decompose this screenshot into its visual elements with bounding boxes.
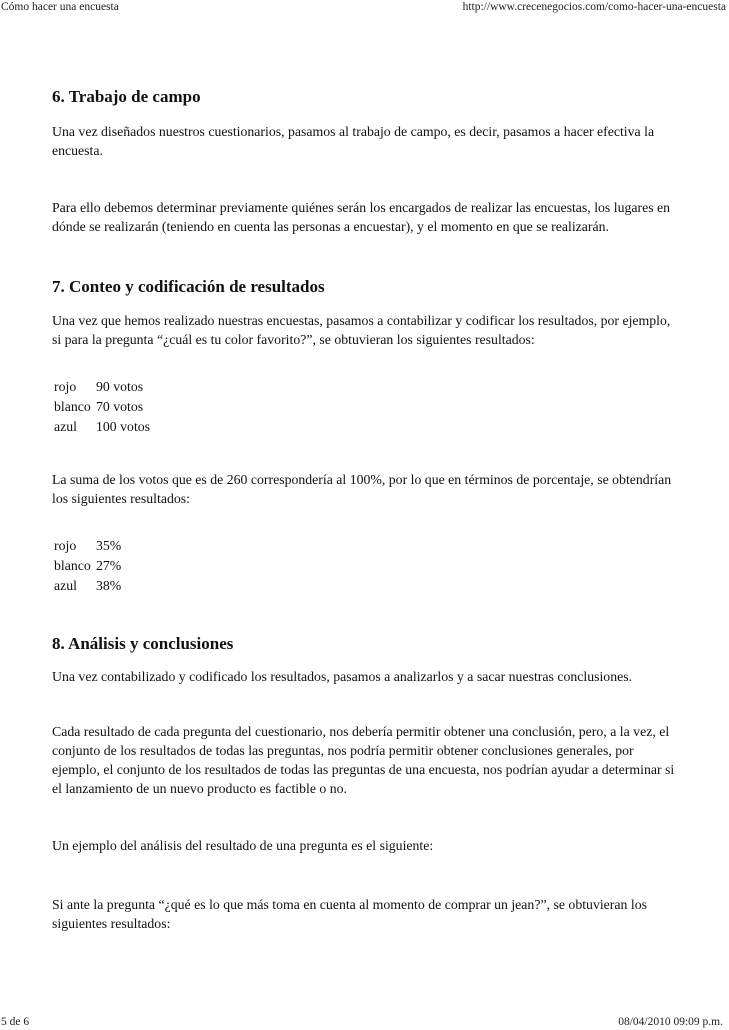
vote-color: rojo <box>54 379 77 394</box>
percent-value: 27% <box>96 558 122 573</box>
percent-value: 35% <box>96 538 122 553</box>
section-8-heading: 8. Análisis y conclusiones <box>52 634 234 653</box>
percent-color: rojo <box>54 538 77 553</box>
section-8-paragraph-4: Si ante la pregunta “¿qué es lo que más toma en cuenta al momento de comprar un jean?”, se obtuvieran los siguientes resultados: <box>52 897 647 931</box>
header-page-title: Cómo hacer una encuesta <box>1 1 119 13</box>
section-7-heading: 7. Conteo y codificación de resultados <box>52 277 325 296</box>
vote-count: 70 votos <box>96 399 144 414</box>
table-row <box>53 377 154 397</box>
percent-color: blanco <box>54 558 91 573</box>
section-7-paragraph-2: La suma de los votos que es de 260 correspondería al 100%, por lo que en términos de porcentaje, se obtendrían los siguientes resultados: <box>52 472 672 506</box>
vote-color: blanco <box>54 399 91 414</box>
table-row <box>53 556 125 576</box>
table-row <box>53 417 154 437</box>
votes-table <box>53 377 154 437</box>
table-row <box>53 576 125 596</box>
section-6-paragraph-1: Una vez diseñados nuestros cuestionarios, pasamos al trabajo de campo, es decir, pasamos a hacer efectiva la encuesta. <box>52 124 655 158</box>
vote-count: 90 votos <box>96 379 144 394</box>
table-row <box>53 536 125 556</box>
percent-table <box>53 536 125 596</box>
vote-color: azul <box>54 419 77 434</box>
header-url[interactable]: http://www.crecenegocios.com/como-hacer-una-encuesta <box>462 1 726 13</box>
vote-count: 100 votos <box>96 419 151 434</box>
document-content <box>52 86 682 933</box>
section-6-heading: 6. Trabajo de campo <box>52 87 201 106</box>
footer-page-number: 5 de 6 <box>1 1016 30 1028</box>
percent-value: 38% <box>96 578 122 593</box>
section-7-paragraph-1: Una vez que hemos realizado nuestras encuestas, pasamos a contabilizar y codificar los resultados, por ejemplo, si para la pregunta “¿cuál es tu color favorito?”, se obtuvieran los siguientes resultados: <box>52 313 671 347</box>
table-row <box>53 397 154 417</box>
footer-datetime: 08/04/2010 09:09 p.m. <box>618 1016 723 1028</box>
section-6-paragraph-2: Para ello debemos determinar previamente quiénes serán los encargados de realizar las encuestas, los lugares en dónde se realizarán (teniendo en cuenta las personas a encuestar), y el momento en que se realizarán. <box>52 200 671 234</box>
percent-color: azul <box>54 578 77 593</box>
section-8-paragraph-3: Un ejemplo del análisis del resultado de una pregunta es el siguiente: <box>52 838 434 853</box>
section-8-paragraph-2: Cada resultado de cada pregunta del cuestionario, nos debería permitir obtener una conclusión, pero, a la vez, el conjunto de los resultados de todas las preguntas, nos podría permitir obtener conclusiones generales, por ejemplo, el conjunto de los resultados de todas las preguntas de una encuesta, nos podrían ayudar a determinar si el lanzamiento de un nuevo producto es factible o no. <box>52 724 675 796</box>
section-8-paragraph-1: Una vez contabilizado y codificado los resultados, pasamos a analizarlos y a sacar nuestras conclusiones. <box>52 669 633 684</box>
